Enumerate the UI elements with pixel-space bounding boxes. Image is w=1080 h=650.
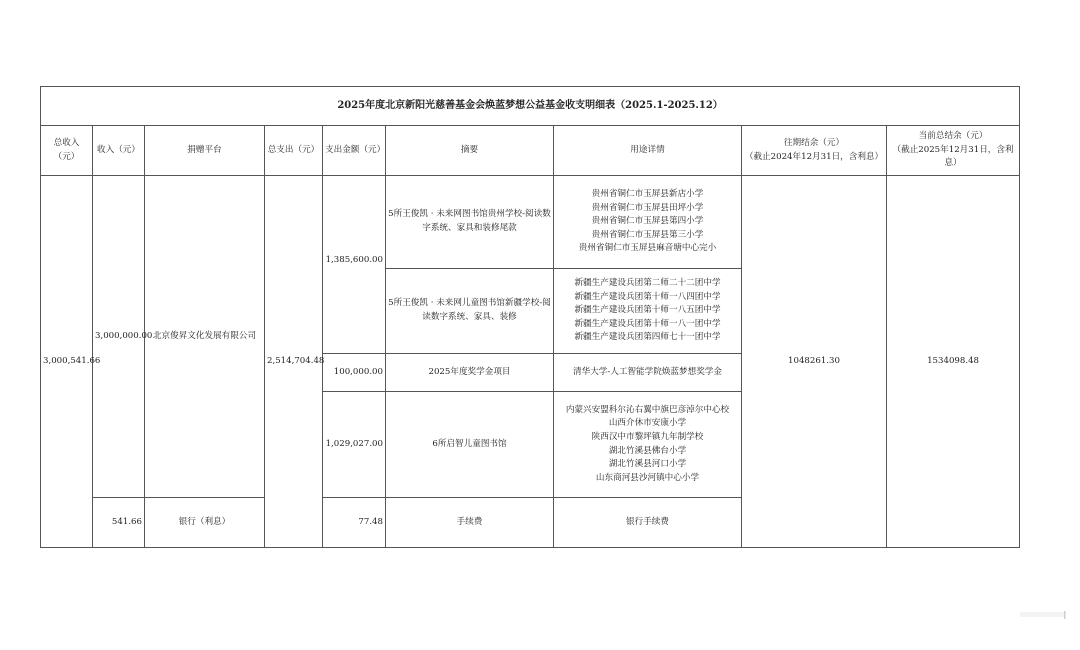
summary-cell: 5所王俊凯 · 未来网图书馆贵州学校-阅读数字系统、家具和装修尾款 xyxy=(386,176,554,269)
header-donor-platform: 捐赠平台 xyxy=(145,126,265,176)
income-value: 3,000,000.00 xyxy=(93,176,145,498)
expense-amount-value: 100,000.00 xyxy=(323,354,386,392)
total-income-value: 3,000,541.66 xyxy=(41,176,93,548)
usage-details-cell: 新疆生产建设兵团第二师二十二团中学 新疆生产建设兵团第十师一八四团中学 新疆生产建设兵团第十师一八五团中学 新疆生产建设兵团第十师一八一团中学 新疆生产建设兵团第四师七十一团中学 xyxy=(554,269,742,354)
header-row xyxy=(41,126,1020,176)
expense-amount-value: 1,029,027.00 xyxy=(323,392,386,498)
usage-details-cell: 银行手续费 xyxy=(554,498,742,548)
income-value: 541.66 xyxy=(93,498,145,548)
table-title: 2025年度北京新阳光慈善基金会焕蓝梦想公益基金收支明细表（2025.1-2025.12） xyxy=(41,87,1020,126)
header-total-expense: 总支出（元） xyxy=(265,126,323,176)
total-expense-value: 2,514,704.48 xyxy=(265,176,323,548)
header-income: 收入（元） xyxy=(93,126,145,176)
summary-cell: 5所王俊凯 · 未来网儿童图书馆新疆学校-阅读数字系统、家具、装修 xyxy=(386,269,554,354)
summary-cell: 2025年度奖学金项目 xyxy=(386,354,554,392)
donor-platform-value: 北京俊昇文化发展有限公司 xyxy=(145,176,265,498)
fund-statement-table xyxy=(40,86,1020,548)
summary-cell: 6所启智儿童图书馆 xyxy=(386,392,554,498)
usage-details-cell: 内蒙兴安盟科尔沁右翼中旗巴彦淖尔中心校 山西介休市安康小学 陕西汉中市黎坪镇九年制学校 湖北竹溪县佛台小学 湖北竹溪县河口小学 山东商河县沙河镇中心小学 xyxy=(554,392,742,498)
header-summary: 摘要 xyxy=(386,126,554,176)
prior-balance-value: 1048261.30 xyxy=(742,176,887,548)
donor-platform-value: 银行（利息） xyxy=(145,498,265,548)
current-balance-value: 1534098.48 xyxy=(887,176,1020,548)
table-row xyxy=(41,176,1020,269)
horizontal-scrollbar[interactable] xyxy=(1020,611,1066,619)
usage-details-cell: 贵州省铜仁市玉屏县新店小学 贵州省铜仁市玉屏县田坪小学 贵州省铜仁市玉屏县第四小学 贵州省铜仁市玉屏县第三小学 贵州省铜仁市玉屏县麻音塘中心完小 xyxy=(554,176,742,269)
expense-amount-value: 1,385,600.00 xyxy=(323,176,386,354)
header-expense-amount: 支出金额（元） xyxy=(323,126,386,176)
expense-amount-value: 77.48 xyxy=(323,498,386,548)
header-current-balance: 当前总结余（元） （截止2025年12月31日，含利息） xyxy=(887,126,1020,176)
usage-details-cell: 清华大学-人工智能学院焕蓝梦想奖学金 xyxy=(554,354,742,392)
summary-cell: 手续费 xyxy=(386,498,554,548)
header-prior-balance: 往期结余（元） （截止2024年12月31日，含利息） xyxy=(742,126,887,176)
header-usage-details: 用途详情 xyxy=(554,126,742,176)
header-total-income: 总收入（元） xyxy=(41,126,93,176)
